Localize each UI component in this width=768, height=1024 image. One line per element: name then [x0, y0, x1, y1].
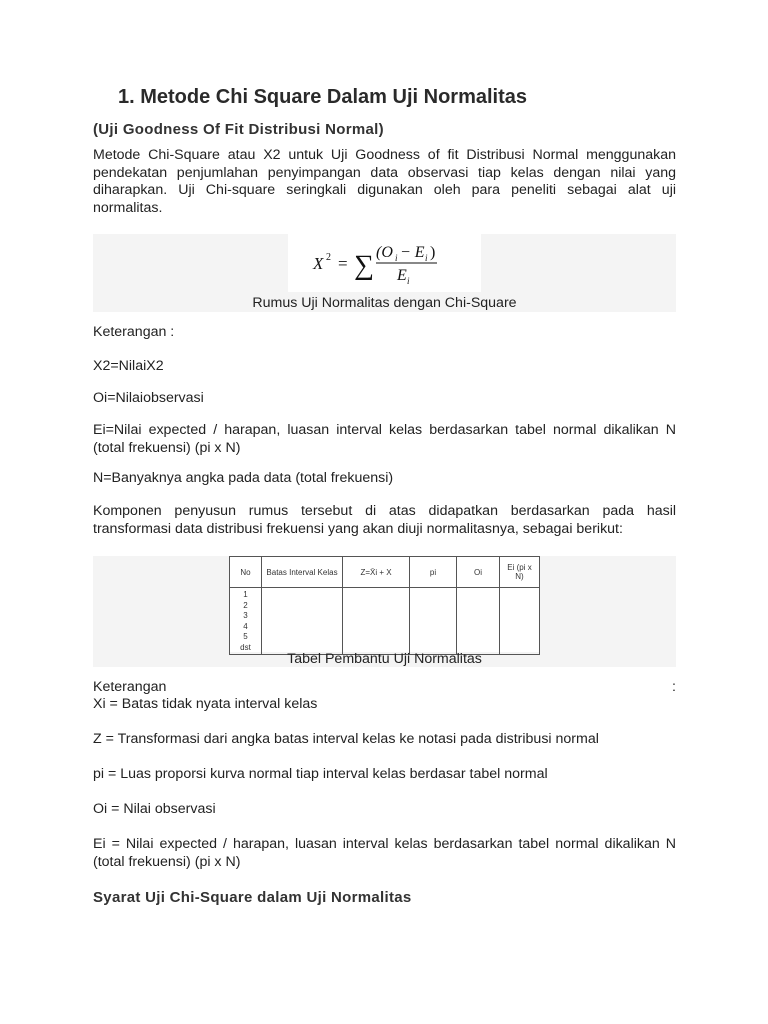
keterangan2-item: Ei = Nilai expected / harapan, luasan interval kelas berdasarkan tabel normal dikalikan N (total frekuensi) (pi x N): [93, 836, 676, 870]
helper-table-image: [229, 556, 540, 652]
komponen-paragraph: Komponen penyusun rumus tersebut di atas didapatkan berdasarkan pada hasil transformasi data distribusi frekuensi yang akan diuji normalitasnya, sebagai berikut:: [93, 503, 676, 537]
table-header: pi: [410, 557, 457, 588]
section-subtitle: (Uji Goodness Of Fit Distribusi Normal): [93, 121, 384, 138]
formula-minus: − E: [400, 244, 425, 261]
formula-equals: =: [338, 254, 348, 273]
formula-numerator: (O: [376, 244, 393, 261]
keterangan2-colon: :: [672, 679, 676, 695]
formula-num-sub: i: [395, 253, 398, 263]
keterangan-item: Oi=Nilaiobservasi: [93, 390, 204, 406]
helper-table: [229, 556, 540, 655]
keterangan-item: N=Banyaknya angka pada data (total frekuensi): [93, 470, 394, 486]
formula-lhs-sup: 2: [326, 252, 331, 263]
formula-num-sub2: i: [425, 253, 428, 263]
formula-close: ): [430, 244, 436, 261]
table-cell: [262, 588, 343, 655]
table-caption: Tabel Pembantu Uji Normalitas: [287, 651, 482, 667]
formula-denominator: E: [397, 267, 407, 284]
table-header: Z=X̄i + X: [343, 557, 410, 588]
table-figure: [93, 556, 676, 667]
formula-lhs: X: [313, 254, 324, 273]
keterangan2-item: Oi = Nilai observasi: [93, 801, 216, 817]
table-cell: [500, 588, 540, 655]
keterangan2-item: Z = Transformasi dari angka batas interval kelas ke notasi pada distribusi normal: [93, 731, 599, 747]
table-header: Ei (pi x N): [500, 557, 540, 588]
section-title: 1. Metode Chi Square Dalam Uji Normalitas: [118, 86, 527, 108]
table-header: Oi: [457, 557, 500, 588]
formula-sigma: ∑: [354, 250, 374, 281]
intro-paragraph: Metode Chi-Square atau X2 untuk Uji Goodness of fit Distribusi Normal menggunakan pendekatan penjumlahan penyimpangan data observasi tiap kelas dengan nilai yang diharapkan. Uji Chi-square seringkali digunakan oleh para peneliti sebagai alat uji normalitas.: [93, 147, 676, 216]
formula-den-sub: i: [407, 276, 410, 286]
keterangan2-item: pi = Luas proporsi kurva normal tiap interval kelas berdasar tabel normal: [93, 766, 548, 782]
keterangan-item: X2=NilaiX2: [93, 358, 164, 374]
keterangan-item: Ei=Nilai expected / harapan, luasan interval kelas berdasarkan tabel normal dikalikan N (total frekuensi) (pi x N): [93, 422, 676, 456]
section-heading: Syarat Uji Chi-Square dalam Uji Normalitas: [93, 889, 412, 906]
table-header: No: [230, 557, 262, 588]
formula-caption: Rumus Uji Normalitas dengan Chi-Square: [252, 295, 517, 311]
formula-figure: [93, 234, 676, 312]
keterangan2-item: Xi = Batas tidak nyata interval kelas: [93, 696, 318, 712]
keterangan2-row: [93, 679, 676, 697]
keterangan-label: Keterangan :: [93, 324, 175, 340]
table-cell: [457, 588, 500, 655]
table-cell: [343, 588, 410, 655]
chi-square-formula: [288, 234, 481, 292]
table-cell: [410, 588, 457, 655]
table-header: Batas Interval Kelas: [262, 557, 343, 588]
keterangan2-label: Keterangan: [93, 679, 167, 695]
table-cell-numbers: 1 2 3 4 5 dst: [230, 588, 262, 655]
